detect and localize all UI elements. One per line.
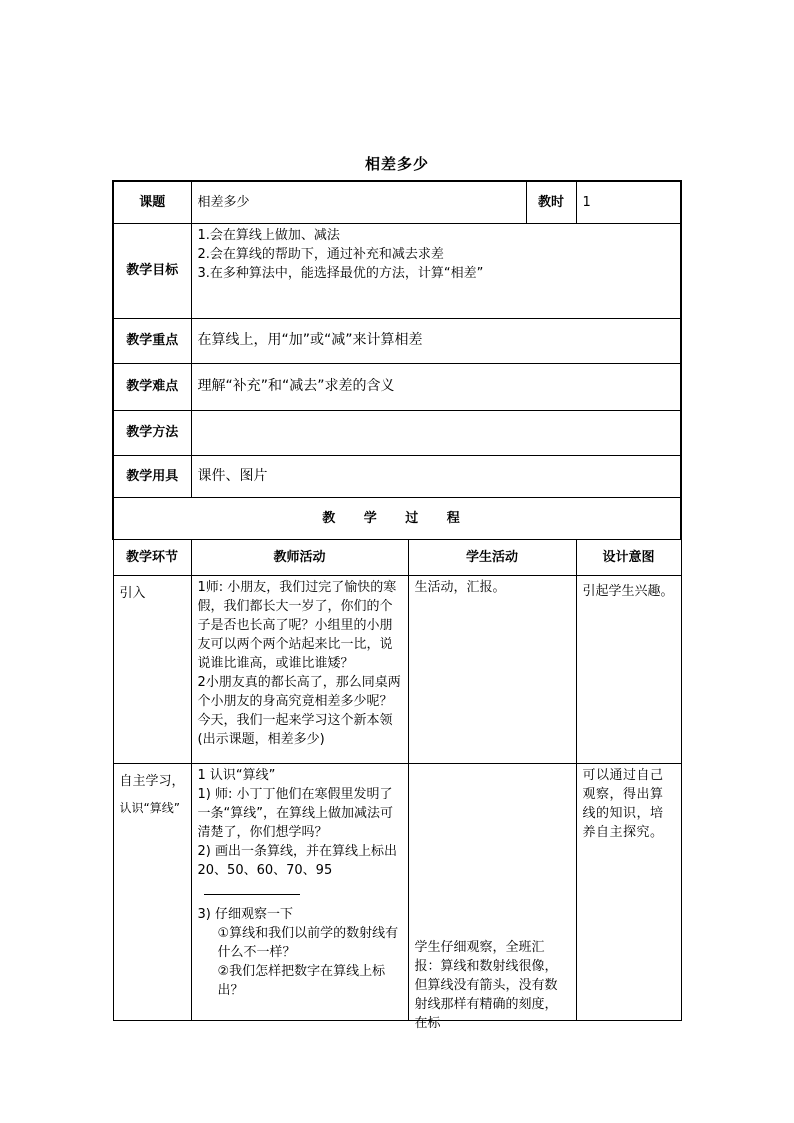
intent-cell: 可以通过自己观察，得出算线的知识，培养自主探究。 (576, 763, 681, 1020)
method-row (113, 410, 681, 455)
goal-item: 3.在多种算法中，能选择最优的方法，计算“相差” (197, 265, 484, 281)
difficulty-value: 理解“补充”和“减去”求差的含义 (191, 363, 681, 410)
key-label: 教学重点 (113, 318, 191, 363)
teacher-question: ①算线和我们以前学的数射线有什么不一样？ (217, 925, 399, 960)
teacher-paragraph: 3) 仔细观察一下 (197, 906, 293, 922)
teacher-paragraph: 1师: 小朋友，我们过完了愉快的寒假，我们都长大一岁了，你们的个子是否也长高了呢？小组里的小朋友可以两个两个站起来比一比，说说谁比谁高，或谁比谁矮？ (197, 579, 397, 671)
student-cell: 生活动，汇报。 (408, 575, 576, 763)
hours-label: 教时 (526, 181, 576, 223)
goal-item: 2.会在算线的帮助下，通过补充和减去求差 (197, 246, 444, 262)
process-header-row (113, 539, 681, 575)
difficulty-row (113, 363, 681, 410)
method-value (191, 410, 681, 455)
stage-line: 认识“算线” (119, 800, 180, 815)
intent-cell: 引起学生兴趣。 (576, 575, 681, 763)
goals-label: 教学目标 (113, 223, 191, 318)
number-line (204, 894, 300, 895)
page-title: 相差多少 (364, 155, 429, 173)
lesson-value: 相差多少 (191, 181, 526, 223)
table-row (113, 575, 681, 763)
teacher-paragraph: 1) 师: 小丁丁他们在寒假里发明了一条“算线”，在算线上做加减法可清楚了，你们想学吗？ (197, 786, 393, 840)
teacher-cell (191, 763, 408, 1020)
key-row (113, 318, 681, 363)
teacher-paragraph: 2) 画出一条算线，并在算线上标出20、50、60、70、95 (197, 843, 397, 878)
teacher-paragraph: 2小朋友真的都长高了，那么同桌两个小朋友的身高究竟相差多少呢？今天，我们一起来学习这个新本领(出示课题，相差多少) (197, 674, 401, 747)
process-heading-row (113, 497, 681, 539)
goals-row (113, 223, 681, 318)
method-label: 教学方法 (113, 410, 191, 455)
stage-line: 自主学习， (119, 773, 185, 789)
hours-value: 1 (576, 181, 681, 223)
column-header-stage: 教学环节 (113, 539, 191, 575)
student-cell (408, 763, 576, 1031)
lesson-plan-table (112, 180, 682, 1031)
tools-row (113, 455, 681, 497)
column-header-teacher: 教师活动 (191, 539, 408, 575)
column-header-intent: 设计意图 (576, 539, 681, 575)
column-header-student: 学生活动 (408, 539, 576, 575)
stage-cell: 引入 (113, 575, 191, 763)
stage-cell (113, 763, 191, 1020)
goals-list (191, 223, 681, 318)
key-value: 在算线上，用“加”或“减”来计算相差 (191, 318, 681, 363)
teacher-cell (191, 575, 408, 763)
difficulty-label: 教学难点 (113, 363, 191, 410)
process-heading: 教 学 过 程 (113, 497, 681, 539)
table-row (113, 763, 681, 1020)
tools-value: 课件、图片 (191, 455, 681, 497)
lesson-label: 课题 (113, 181, 191, 223)
lesson-row (113, 181, 681, 223)
student-paragraph: 学生仔细观察，全班汇报：算线和数射线很像，但算线没有箭头，没有数射线那样有精确的刻度，在标 (414, 939, 558, 1031)
goal-item: 1.会在算线上做加、减法 (197, 227, 340, 243)
teacher-question: ②我们怎样把数字在算线上标出？ (217, 963, 386, 998)
teacher-paragraph: 1 认识“算线” (197, 767, 276, 783)
tools-label: 教学用具 (113, 455, 191, 497)
